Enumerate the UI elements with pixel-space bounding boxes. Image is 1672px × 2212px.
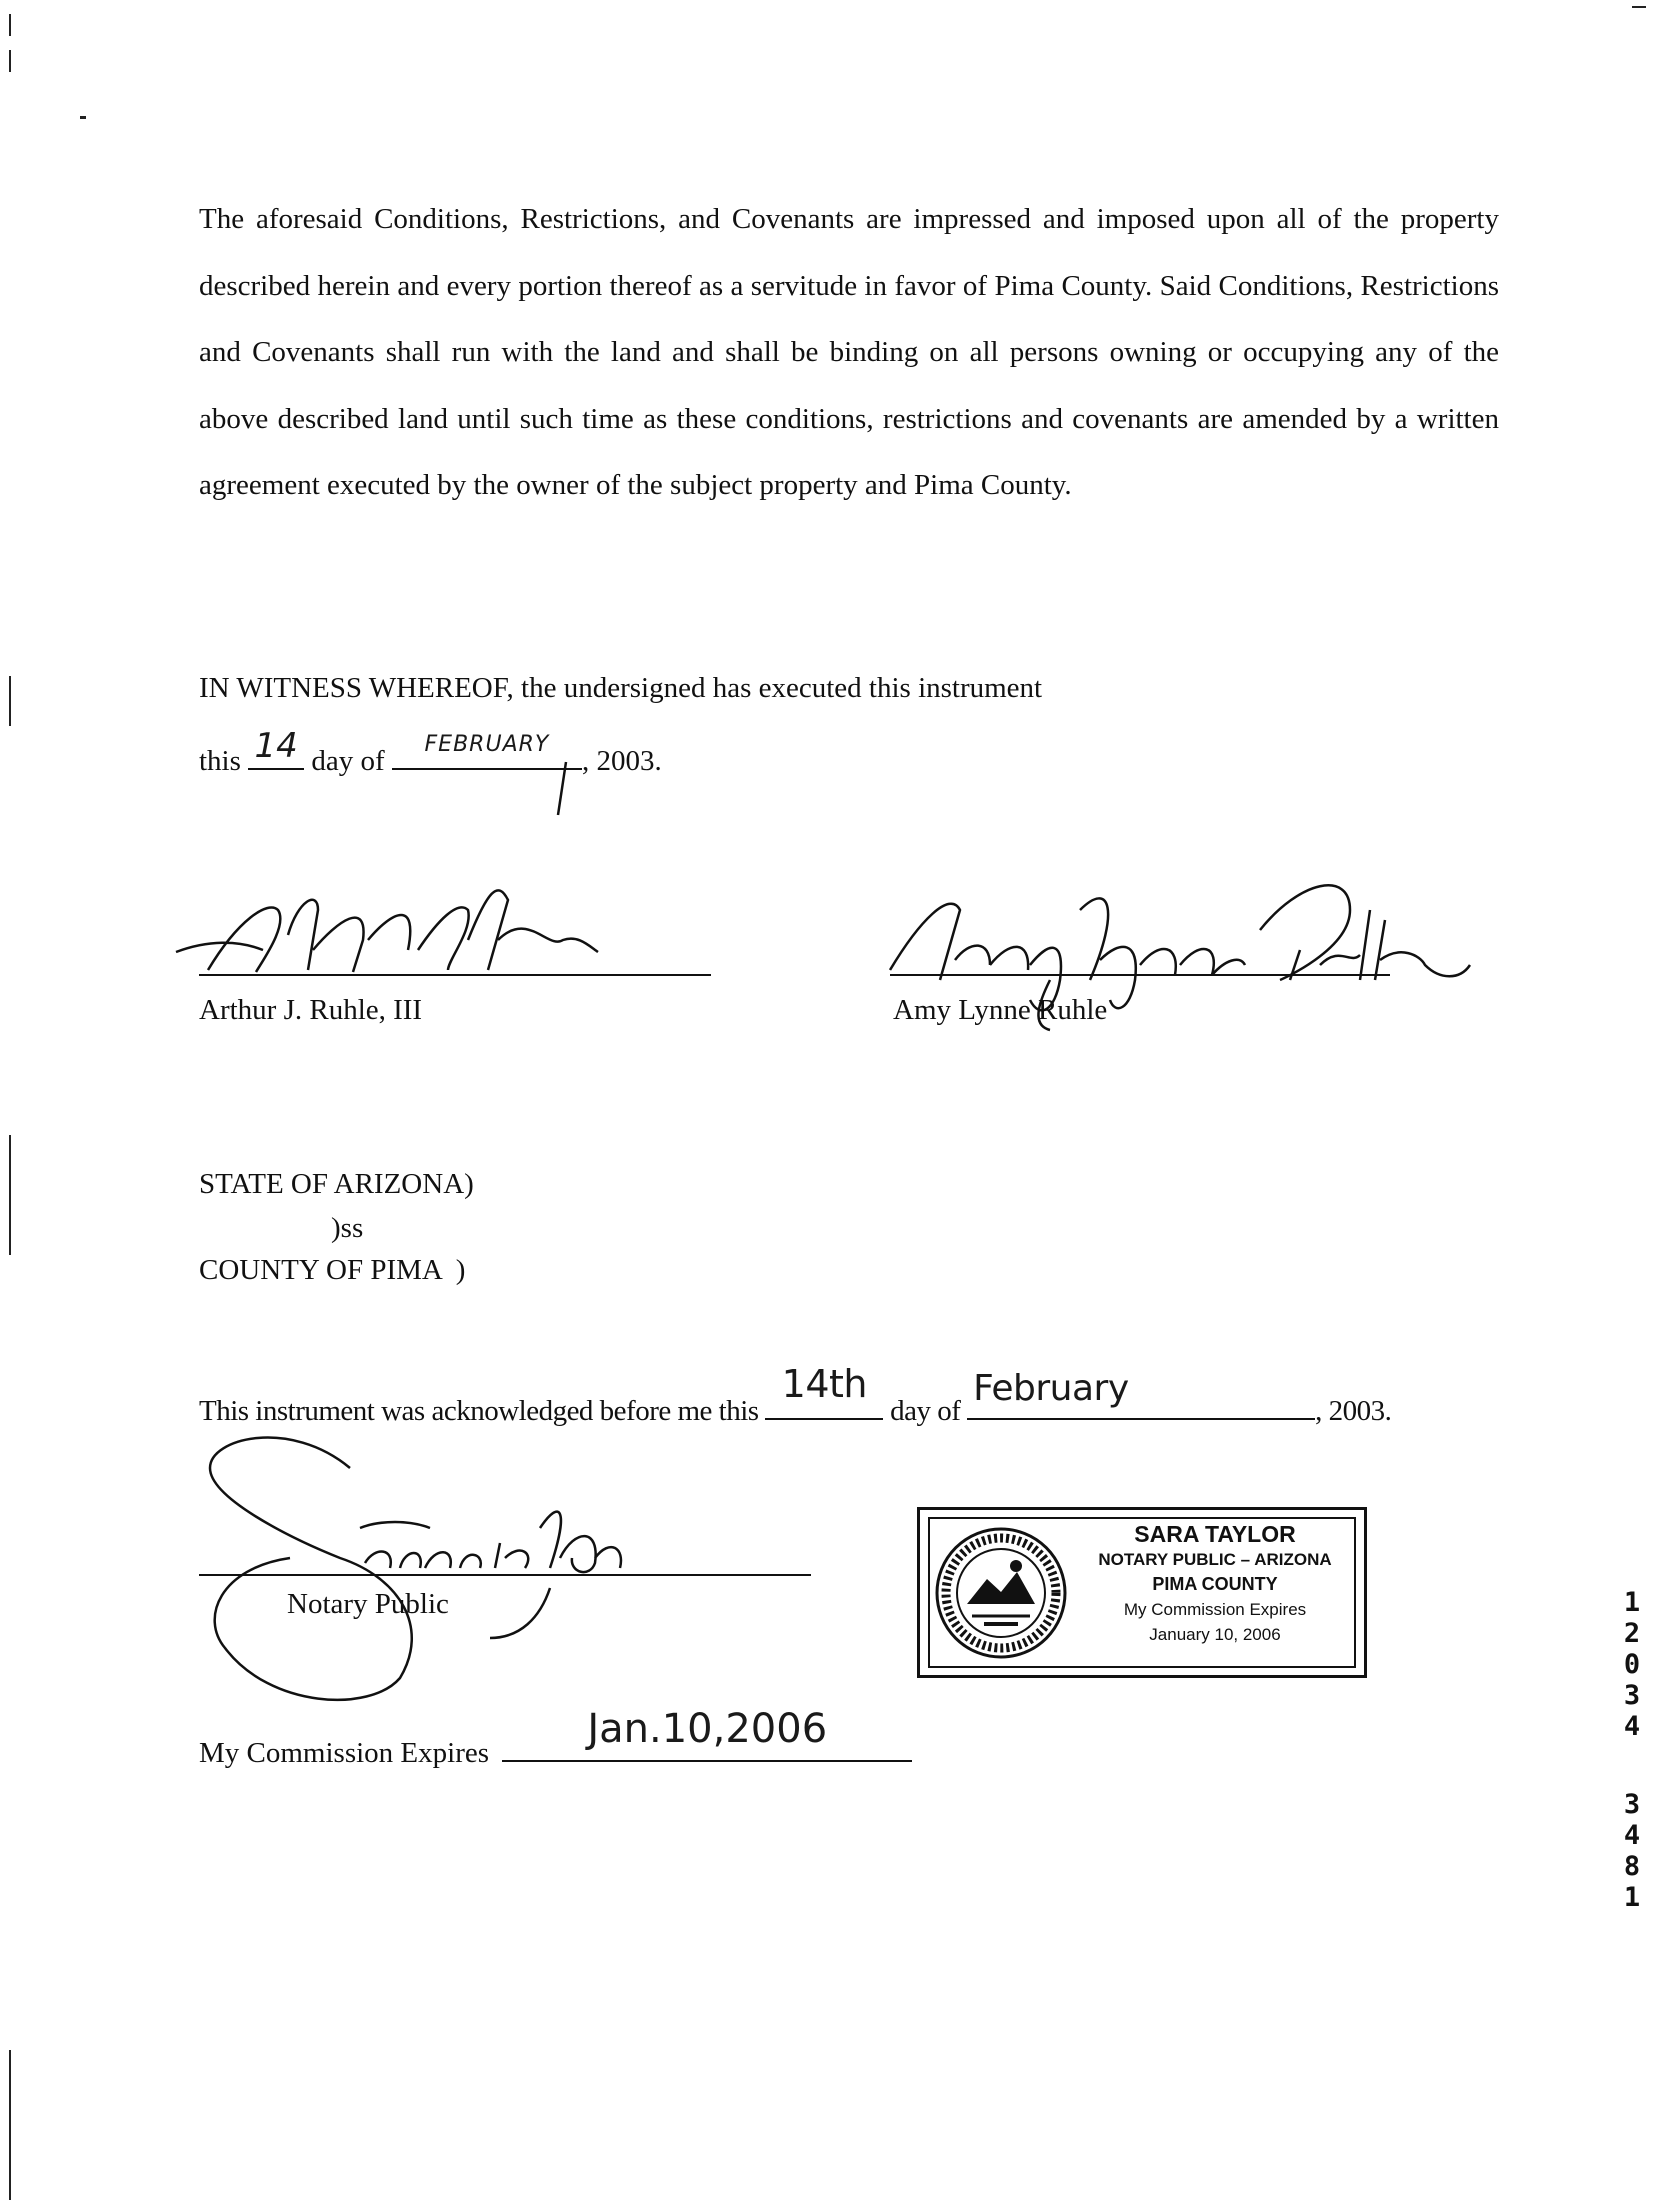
witness-day-of-text: day of <box>311 745 385 777</box>
notary-stamp <box>917 1507 1367 1678</box>
docket-digit: 4 <box>1623 1711 1641 1742</box>
witness-statement: IN WITNESS WHEREOF, the undersigned has executed this instrument <box>199 672 1043 704</box>
docket-digit: 2 <box>1623 1618 1641 1649</box>
docket-number <box>1617 1587 1647 1742</box>
docket-digit: 0 <box>1623 1649 1641 1680</box>
notary-public-label: Notary Public <box>287 1588 449 1620</box>
witness-date-line <box>199 726 662 778</box>
notary-stamp-text <box>1070 1522 1360 1647</box>
amy-signature-line <box>890 974 1390 976</box>
commission-date-field <box>502 1706 912 1762</box>
notary-signature-line <box>199 1574 811 1576</box>
witness-day-field <box>248 726 304 770</box>
stamp-name: SARA TAYLOR <box>1134 1521 1296 1547</box>
witness-this-text: this <box>199 745 241 777</box>
stamp-title: NOTARY PUBLIC – ARIZONA <box>1098 1550 1332 1569</box>
acknowledgment-month-handwriting: February <box>973 1368 1129 1409</box>
commission-line <box>199 1706 912 1770</box>
page-digit: 3 <box>1623 1789 1641 1820</box>
notary-signature <box>200 1428 660 1718</box>
scan-mark <box>9 14 11 36</box>
acknowledgment-day-field <box>765 1362 883 1420</box>
arthur-name: Arthur J. Ruhle, III <box>199 994 423 1026</box>
page-number <box>1617 1789 1647 1913</box>
witness-day-handwriting: 14 <box>254 726 298 766</box>
docket-digit: 3 <box>1623 1680 1641 1711</box>
witness-year-text: , 2003. <box>581 745 662 777</box>
covenant-paragraph: The aforesaid Conditions, Restrictions, and Covenants are impressed and imposed upon all of the property described herein and every portion thereof as a servitude in favor of Pima County. Said Conditions, Restrictions and Covenants shall run with the land and shall be binding on all persons owning or occupying any of the above described land until such time as these conditions, restrictions and covenants are amended by a written agreement executed by the owner of the subject property and Pima County. <box>199 203 1499 501</box>
docket-digit: 1 <box>1623 1587 1641 1618</box>
page-digit: 1 <box>1623 1882 1641 1913</box>
stamp-date: January 10, 2006 <box>1149 1625 1281 1644</box>
scan-mark <box>9 2050 11 2200</box>
arizona-state-seal <box>932 1524 1070 1662</box>
scan-mark <box>9 50 11 72</box>
arthur-signature <box>168 880 618 980</box>
acknowledgment-month-field <box>967 1368 1315 1420</box>
witness-month-handwriting: FEBRUARY <box>424 732 550 757</box>
scan-mark <box>1632 6 1646 8</box>
month-tail-stroke <box>548 760 578 820</box>
venue-state: STATE OF ARIZONA) <box>199 1168 474 1200</box>
stamp-commission: My Commission Expires <box>1123 1600 1307 1619</box>
acknowledgment-day-of-text: day of <box>890 1395 961 1427</box>
acknowledgment-text: This instrument was acknowledged before me this <box>199 1395 759 1427</box>
venue-county: COUNTY OF PIMA ) <box>199 1254 466 1286</box>
commission-label: My Commission Expires <box>199 1737 490 1769</box>
amy-name: Amy Lynne Ruhle <box>893 994 1108 1026</box>
arthur-signature-line <box>199 974 711 976</box>
venue-ss: )ss <box>331 1212 364 1244</box>
acknowledgment-year-text: , 2003. <box>1315 1395 1392 1427</box>
scan-mark <box>9 676 11 726</box>
commission-date-handwriting: Jan.10,2006 <box>587 1706 828 1752</box>
stamp-county: PIMA COUNTY <box>1152 1574 1278 1594</box>
scan-mark <box>9 1135 11 1255</box>
page-digit: 4 <box>1623 1820 1641 1851</box>
acknowledgment-line <box>199 1362 1392 1428</box>
scan-mark <box>80 116 86 119</box>
acknowledgment-day-handwriting: 14th <box>781 1362 867 1406</box>
page-digit: 8 <box>1623 1851 1641 1882</box>
